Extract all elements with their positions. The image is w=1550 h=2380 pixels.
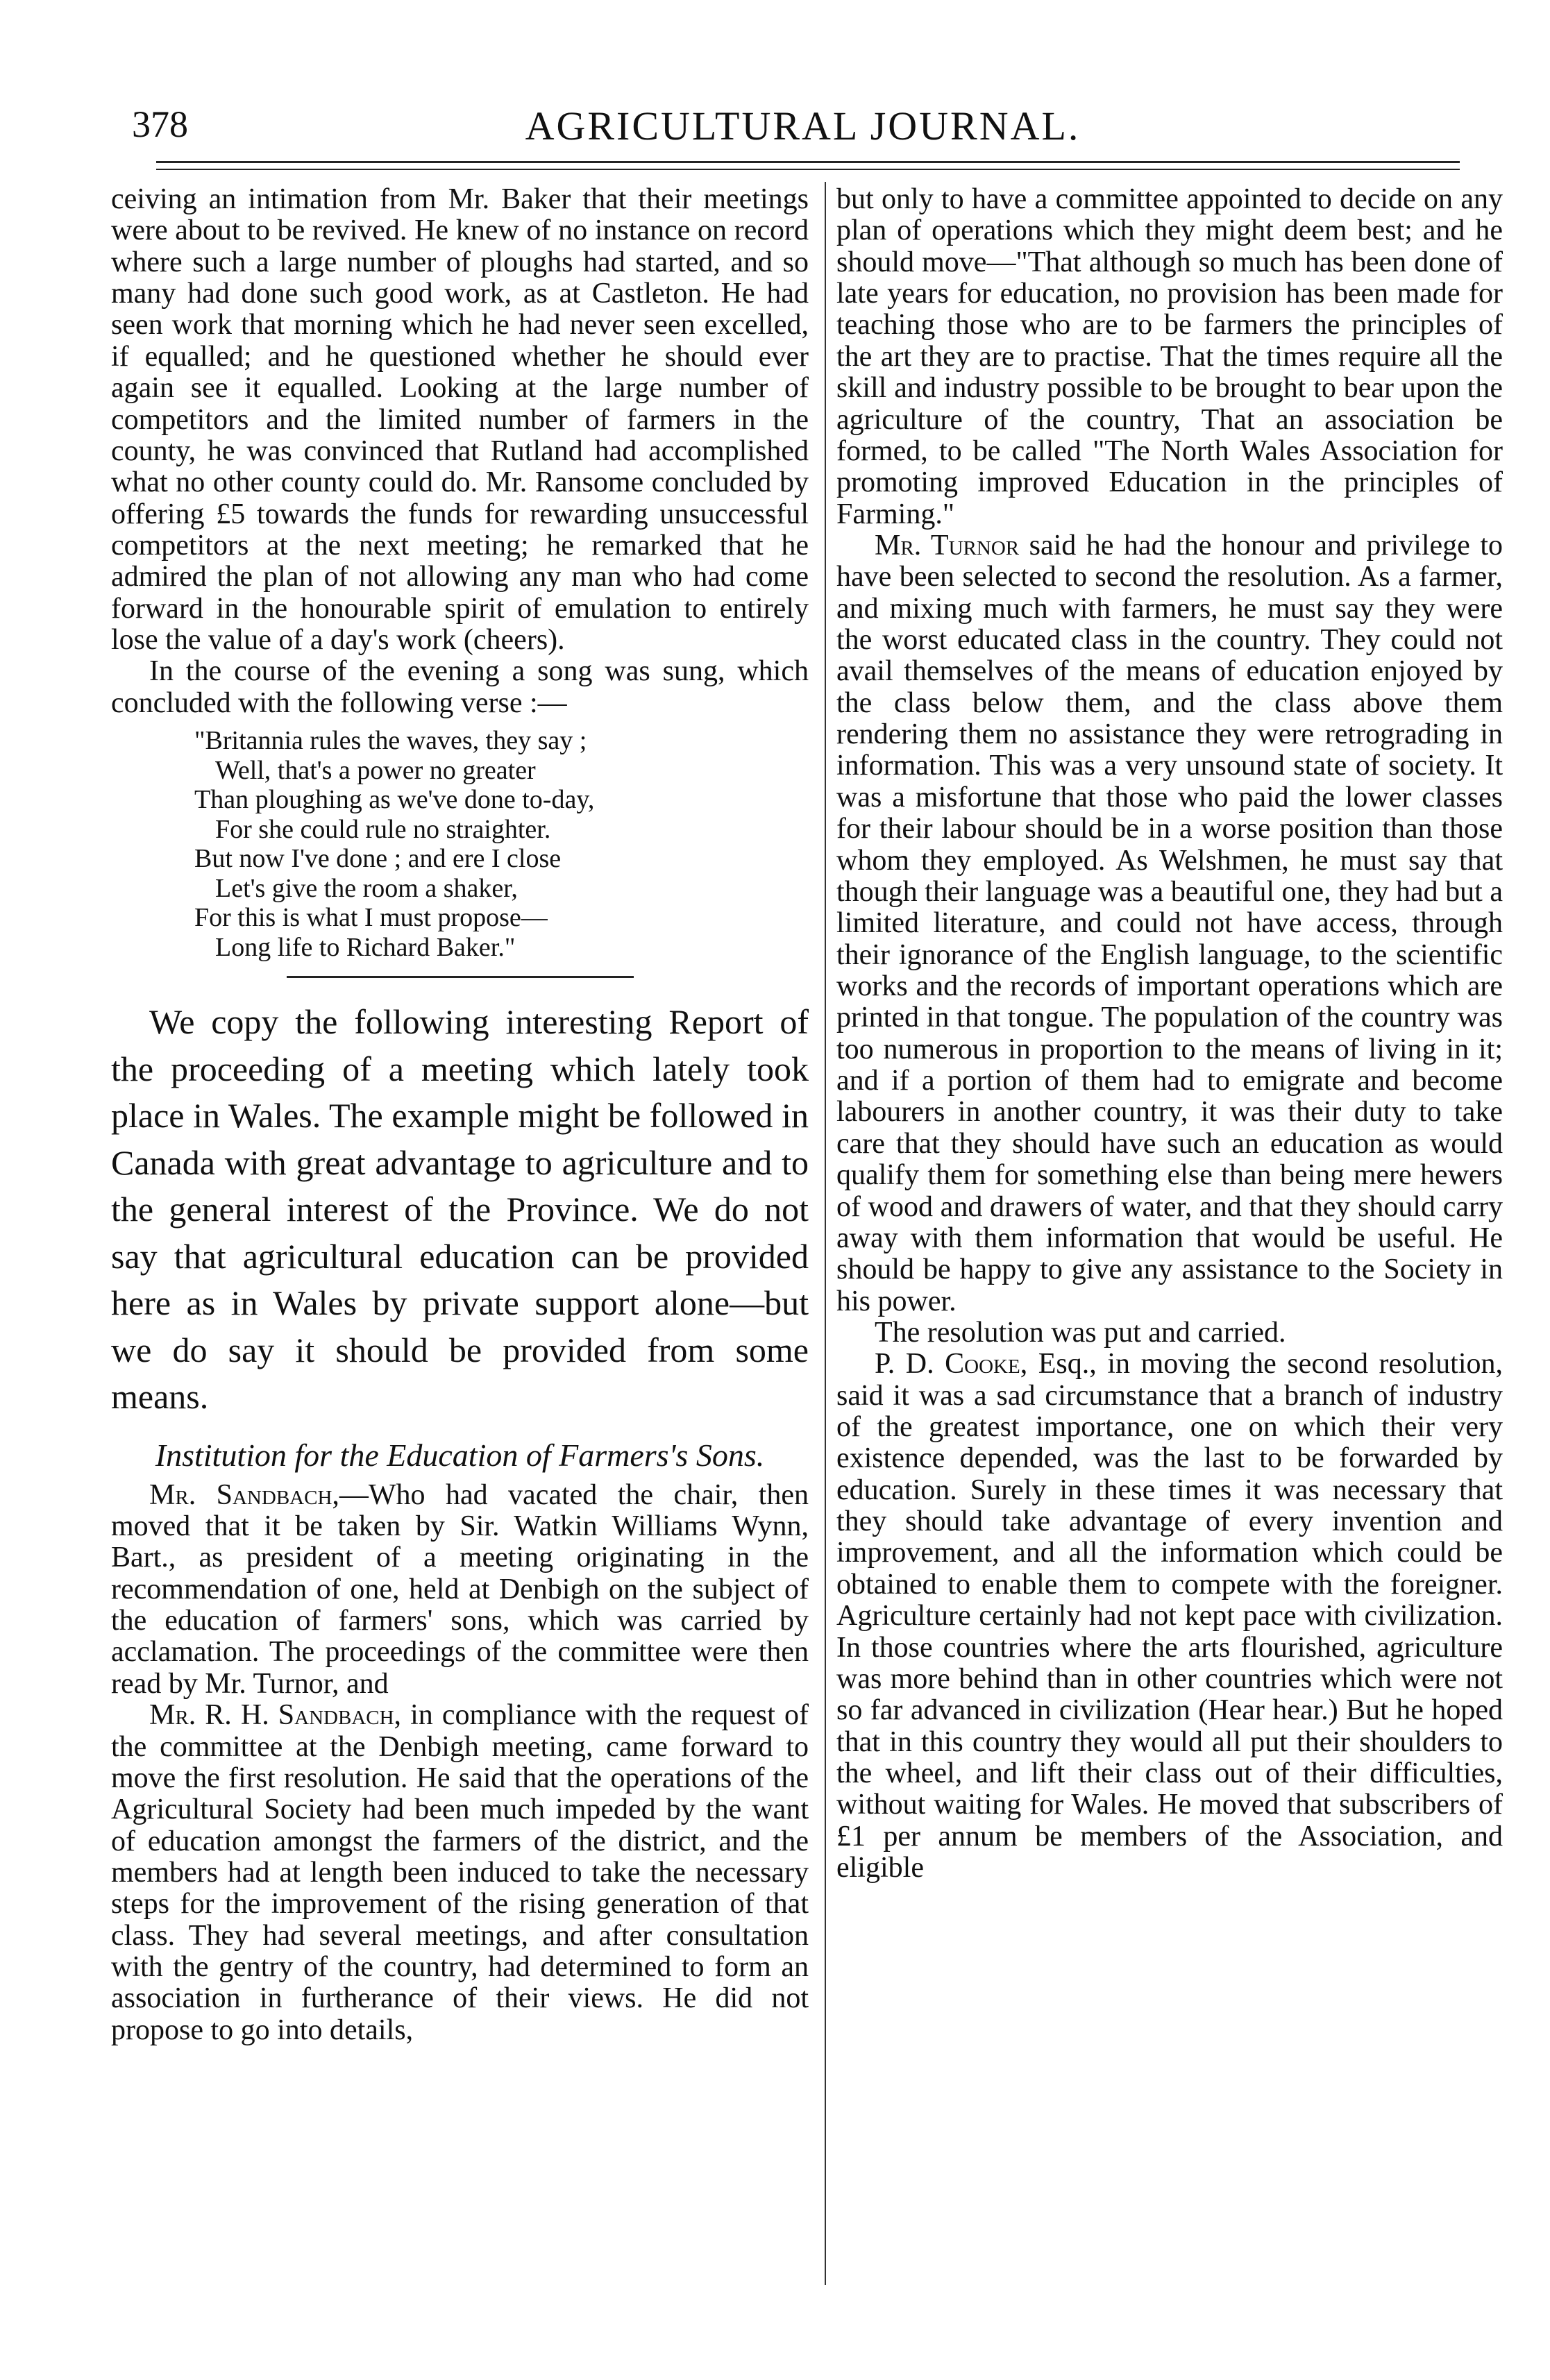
left-paragraph-2: In the course of the evening a song was sung, which concluded with the following verse :— [111, 655, 809, 719]
right-paragraph-2 [836, 530, 1503, 1317]
left-paragraph-1: ceiving an intimation from Mr. Baker that their meetings were about to be revived. He knew of no instance on record where such a large number of ploughs had started, and so many had done such good work, as at Castleton. He had seen work that morning which he had never seen excelled, if equalled; and he questioned whether he should ever again see it equalled. Looking at the large number of competitors and the limited number of farmers in the county, he was convinced that Rutland had accomplished what no other county could do. Mr. Ransome concluded by offering £5 towards the funds for rewarding unsuccessful competitors at the next meeting; he remarked that he admired the plan of not allowing any man who had come forward in the honourable spirit of emulation to entirely lose the value of a day's work (cheers). [111, 183, 809, 657]
page-number: 378 [132, 103, 188, 145]
right-paragraph-3: The resolution was put and carried. [875, 1316, 1286, 1349]
paragraph-text: Esq., in moving the second resolution, said it was a sad circumstance that a branch of industry of the greatest importance, one on which their very existence depended, was the last to be forwarded by education. Surely in these times it was necessary that they should take advantage of every invention and improvement, and all the information which could be obtained to enable them to compete with the foreigner. Agriculture certainly had not kept pace with civilization. In those countries where the arts flourished, agriculture was more behind than in other countries which were not so far advanced in civilization (Hear hear.) But he hoped that in this country they would all put their shoulders to the wheel, and lift their class out of their difficulties, without waiting for Wales. He moved that subscribers of £1 per annum be members of the Association, and eligible [836, 1348, 1503, 1884]
song-verse [194, 726, 809, 962]
verse-line: Let's give the room a shaker, [215, 873, 518, 903]
verse-line: Than ploughing as we've done to-day, [194, 785, 595, 815]
right-column [836, 184, 1503, 1884]
left-paragraph-4 [111, 1700, 809, 2046]
left-paragraph-3 [111, 1480, 809, 1700]
verse-line: But now I've done ; and ere I close [194, 844, 562, 874]
editorial-intro: We copy the following interesting Report of the proceeding of a meeting which lately took place in Wales. The example might be followed in Canada with great advantage to agriculture and to the general interest of the Province. We do not say that agricultural education can be provided here as in Wales by private support alone—but we do say it should be provided from some means. [111, 1002, 809, 1417]
page-header [125, 90, 1481, 153]
speaker-name: Mr. Turnor [875, 529, 1020, 562]
running-title: AGRICULTURAL JOURNAL. [525, 103, 1081, 149]
speaker-name: Mr. Sandbach, [149, 1478, 339, 1511]
verse-line: Long life to Richard Baker." [215, 932, 516, 962]
verse-line: "Britannia rules the waves, they say ; [194, 726, 587, 756]
header-rule [156, 161, 1460, 170]
right-paragraph-1: but only to have a committee appointed to decide on any plan of operations which they might deem best; and he should move—"That although so much has been done of late years for education, no provision has been made for teaching those who are to be farmers the principles of the art they are to practise. That the times require all the skill and industry possible to be brought to bear upon the agriculture of the country, That an association be formed, to be called "The North Wales Association for promoting improved Education in the principles of Farming." [836, 183, 1503, 530]
section-rule [287, 976, 634, 978]
paragraph-text: in compliance with the request of the committee at the Denbigh meeting, came forward to move the first resolution. He said that the operations of the Agricultural Society had been much impeded by the want of education amongst the farmers of the district, and the members had at length been induced to take the necessary steps for the improvement of the rising generation of that class. They had several meetings, and after consultation with the gentry of the country, had determined to form an association in furtherance of their views. He did not propose to go into details, [111, 1699, 809, 2046]
verse-line: For she could rule no straighter. [215, 814, 551, 844]
paragraph-text: said he had the honour and privilege to have been selected to second the resolution. As a farmer, and mixing much with farmers, he must say they were the worst educated class in the country. They could not avail themselves of the means of education enjoyed by the class below them, and the class above them rendering them no assistance they were retrograding in information. This was a very unsound state of society. It was a misfortune that those who paid the lower classes for their labour should be in a worse position than those whom they employed. As Welshmen, he must say that though their language was a beautiful one, they had but a limited literature, and could not have access, through their ignorance of the English language, to the scientific works and the records of important operations which are printed in that tongue. The population of the country was too numerous in proportion to the means of living in it; and if a portion of them had to emigrate and become labourers in another country, it was their duty to take care that they should have such an education as would qualify them for something else than being mere hewers of wood and drawers of water, and that they should carry away with them information that would be useful. He should be happy to give any assistance to the Society in his power. [836, 529, 1503, 1317]
verse-line: Well, that's a power no greater [215, 755, 536, 785]
speaker-name: Mr. R. H. Sandbach, [149, 1699, 402, 1732]
column-divider [825, 182, 826, 2285]
right-paragraph-4 [836, 1349, 1503, 1884]
paragraph-text: —Who had vacated the chair, then moved that it be taken by Sir. Watkin Williams Wynn, Bart., as president of a meeting originating in the recommendation of one, held at Denbigh on the subject of the education of farmers' sons, which was carried by acclamation. The proceedings of the committee were then read by Mr. Turnor, and [111, 1478, 809, 1700]
section-heading: Institution for the Education of Farmers's Sons. [155, 1437, 765, 1473]
verse-line: For this is what I must propose— [194, 903, 548, 933]
speaker-name: P. D. Cooke, [875, 1348, 1028, 1381]
left-column [111, 184, 809, 2046]
